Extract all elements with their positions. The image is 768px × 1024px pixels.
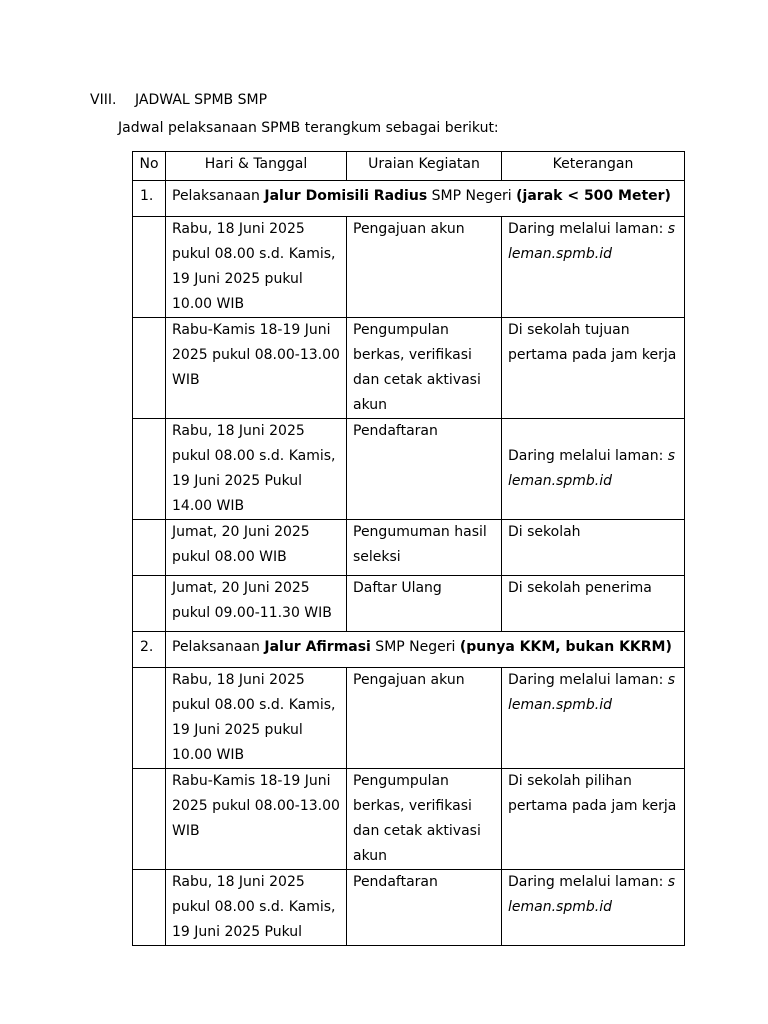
row-activity: Pengajuan akun	[347, 668, 502, 769]
table-row	[133, 769, 685, 870]
row-note	[502, 419, 685, 520]
section-title-bold: Jalur Domisili Radius	[264, 188, 428, 204]
section-title-bold: Jalur Afirmasi	[264, 639, 371, 655]
table-row	[133, 217, 685, 318]
schedule-table	[132, 151, 685, 946]
section-title: JADWAL SPMB SMP	[135, 92, 268, 108]
header-day: Hari & Tanggal	[166, 152, 347, 181]
row-day: Jumat, 20 Juni 2025 pukul 09.00-11.30 WIB	[166, 576, 347, 632]
row-activity: Pengumpulan berkas, verifikasi dan cetak aktivasi akun	[347, 769, 502, 870]
section-number: VIII.	[90, 92, 117, 108]
table-row	[133, 419, 685, 520]
row-note-text: Daring melalui laman:	[508, 448, 668, 464]
row-activity: Pendaftaran	[347, 870, 502, 946]
row-no	[133, 769, 166, 870]
section-title-mid: SMP Negeri	[427, 188, 517, 204]
row-note-text: Daring melalui laman:	[508, 874, 668, 890]
header-no: No	[133, 152, 166, 181]
row-day: Rabu, 18 Juni 2025 pukul 08.00 s.d. Kamis, 19 Juni 2025 pukul 10.00 WIB	[166, 217, 347, 318]
row-note-italic: s leman.spmb.id	[508, 874, 676, 915]
section-no: 1.	[133, 181, 166, 217]
table-row	[133, 870, 685, 946]
row-note-text: Daring melalui laman:	[508, 221, 668, 237]
row-day: Rabu, 18 Juni 2025 pukul 08.00 s.d. Kamis, 19 Juni 2025 pukul 10.00 WIB	[166, 668, 347, 769]
row-note: Di sekolah pilihan pertama pada jam kerja	[502, 769, 685, 870]
row-no	[133, 668, 166, 769]
row-note-text: Di sekolah tujuan pertama pada jam kerja	[508, 322, 677, 363]
intro-text: Jadwal pelaksanaan SPMB terangkum sebagai berikut:	[118, 120, 499, 136]
header-activity: Uraian Kegiatan	[347, 152, 502, 181]
row-day: Rabu-Kamis 18-19 Juni 2025 pukul 08.00-13.00 WIB	[166, 318, 347, 419]
row-no	[133, 870, 166, 946]
row-activity: Daftar Ulang	[347, 576, 502, 632]
table-row	[133, 318, 685, 419]
row-note-italic: s leman.spmb.id	[508, 221, 676, 262]
row-activity: Pengajuan akun	[347, 217, 502, 318]
row-note	[502, 870, 685, 946]
section-title-prefix: Pelaksanaan	[172, 639, 265, 655]
row-no	[133, 419, 166, 520]
row-note-text: Daring melalui laman:	[508, 672, 668, 688]
row-no	[133, 217, 166, 318]
section-title-mid: SMP Negeri	[370, 639, 460, 655]
header-note: Keterangan	[502, 152, 685, 181]
table-row	[133, 576, 685, 632]
row-activity: Pengumuman hasil seleksi	[347, 520, 502, 576]
section-heading	[90, 92, 267, 108]
row-day: Rabu, 18 Juni 2025 pukul 08.00 s.d. Kamis, 19 Juni 2025 Pukul 14.00 WIB	[166, 419, 347, 520]
section-row	[133, 632, 685, 668]
row-note-spacer	[508, 419, 678, 444]
row-note-italic: s leman.spmb.id	[508, 672, 676, 713]
row-note-italic: s leman.spmb.id	[508, 448, 676, 489]
section-title-prefix: Pelaksanaan	[172, 188, 265, 204]
row-note: Di sekolah penerima	[502, 576, 685, 632]
row-no	[133, 520, 166, 576]
section-no: 2.	[133, 632, 166, 668]
row-no	[133, 576, 166, 632]
row-note: Di sekolah	[502, 520, 685, 576]
row-activity: Pengumpulan berkas, verifikasi dan cetak aktivasi akun	[347, 318, 502, 419]
row-note	[502, 318, 685, 419]
row-day: Jumat, 20 Juni 2025 pukul 08.00 WIB	[166, 520, 347, 576]
row-day: Rabu, 18 Juni 2025 pukul 08.00 s.d. Kamis, 19 Juni 2025 Pukul	[166, 870, 347, 946]
table-row	[133, 668, 685, 769]
section-title-cell	[166, 181, 685, 217]
table-row	[133, 520, 685, 576]
row-note	[502, 217, 685, 318]
section-title-bold2: (jarak < 500 Meter)	[516, 188, 671, 204]
section-row	[133, 181, 685, 217]
row-day: Rabu-Kamis 18-19 Juni 2025 pukul 08.00-13.00 WIB	[166, 769, 347, 870]
table-header-row	[133, 152, 685, 181]
section-title-bold2: (punya KKM, bukan KKRM)	[459, 639, 672, 655]
row-note	[502, 668, 685, 769]
row-activity: Pendaftaran	[347, 419, 502, 520]
section-title-cell	[166, 632, 685, 668]
row-no	[133, 318, 166, 419]
